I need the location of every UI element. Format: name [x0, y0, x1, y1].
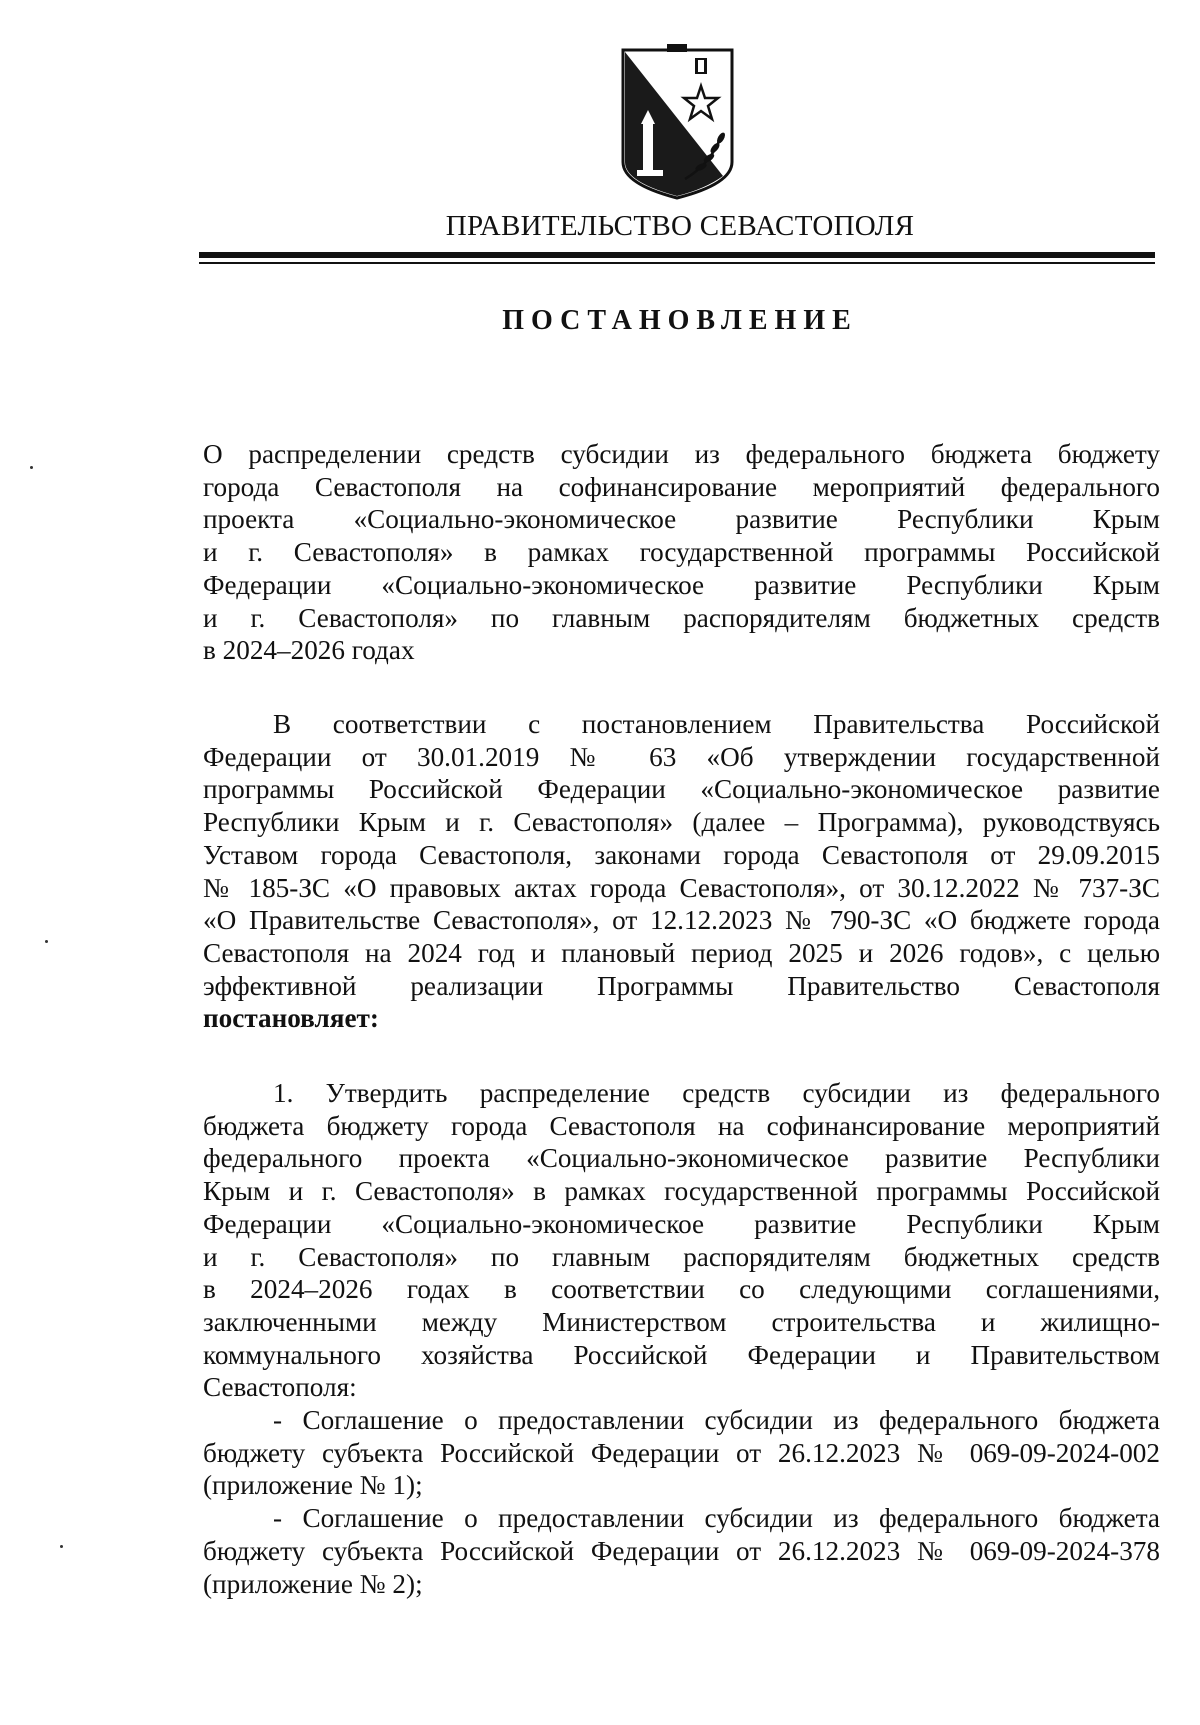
preamble-line: Уставом города Севастополя, законами города Севастополя от 29.09.2015	[203, 839, 1160, 870]
preamble-line: Республики Крым и г. Севастополя» (далее – Программа), руководствуясь	[203, 807, 1160, 838]
document-title	[203, 438, 1160, 667]
item-line: заключенными между Министерством строительства и жилищно-	[203, 1306, 1160, 1337]
item-line: федерального проекта «Социально-экономическое развитие Республики	[203, 1143, 1160, 1174]
title-line: и г. Севастополя» по главным распорядителям бюджетных средств	[203, 602, 1160, 633]
title-line: и г. Севастополя» в рамках государственной программы Российской	[203, 537, 1160, 568]
agreement-1-line: (приложение № 1);	[203, 1470, 423, 1501]
preamble-line: «О Правительстве Севастополя», от 12.12.2023 № 790-ЗС «О бюджете города	[203, 905, 1160, 936]
preamble-line: № 185-ЗС «О правовых актах города Севастополя», от 30.12.2022 № 737-ЗС	[203, 872, 1160, 903]
item-line: коммунального хозяйства Российской Федерации и Правительством	[203, 1339, 1160, 1370]
item-line: бюджета бюджету города Севастополя на софинансирование мероприятий	[203, 1110, 1160, 1141]
item-line: в 2024–2026 годах в соответствии со следующими соглашениями,	[203, 1274, 1160, 1305]
item-line: Федерации «Социально-экономическое развитие Республики Крым	[203, 1208, 1160, 1239]
coat-of-arms-emblem	[615, 44, 740, 202]
preamble-line: В соответствии с постановлением Правительства Российской	[273, 709, 1160, 739]
item-line: 1. Утвердить распределение средств субсидии из федерального	[273, 1078, 1160, 1108]
header-divider-thick	[199, 252, 1155, 258]
organization-name: ПРАВИТЕЛЬСТВО СЕВАСТОПОЛЯ	[445, 210, 915, 242]
agreement-2-line: бюджету субъекта Российской Федерации от 26.12.2023 № 069-09-2024-378	[203, 1535, 1160, 1566]
resolves-word: постановляет:	[203, 1003, 379, 1034]
title-line: проекта «Социально-экономическое развитие Республики Крым	[203, 504, 1160, 535]
document-type-heading: ПОСТАНОВЛЕНИЕ	[502, 305, 858, 336]
title-line: О распределении средств субсидии из федерального бюджета бюджету	[203, 439, 1160, 469]
preamble-line: Севастополя на 2024 год и плановый период 2025 и 2026 годов», с целью	[203, 937, 1160, 968]
scan-speck	[45, 940, 48, 943]
preamble-line: Федерации от 30.01.2019 № 63 «Об утверждении государственной	[203, 741, 1160, 772]
preamble-paragraph	[203, 708, 1160, 1035]
header-divider-thin	[199, 262, 1155, 264]
preamble-line: программы Российской Федерации «Социально-экономическое развитие	[203, 774, 1160, 805]
title-line: Федерации «Социально-экономическое развитие Республики Крым	[203, 569, 1160, 600]
scan-speck	[60, 1545, 63, 1548]
title-line: в 2024–2026 годах	[203, 635, 415, 666]
preamble-line: эффективной реализации Программы Правительство Севастополя	[203, 970, 1160, 1001]
agreement-1-line: бюджету субъекта Российской Федерации от 26.12.2023 № 069-09-2024-002	[203, 1437, 1160, 1468]
agreement-1-line: - Соглашение о предоставлении субсидии из федерального бюджета	[273, 1405, 1160, 1436]
agreement-2-line: - Соглашение о предоставлении субсидии из федерального бюджета	[273, 1503, 1160, 1534]
item-1-paragraph	[203, 1077, 1160, 1600]
item-line: Крым и г. Севастополя» в рамках государственной программы Российской	[203, 1176, 1160, 1207]
item-line: и г. Севастополя» по главным распорядителям бюджетных средств	[203, 1241, 1160, 1272]
agreement-2-line: (приложение № 2);	[203, 1568, 423, 1599]
title-line: города Севастополя на софинансирование мероприятий федерального	[203, 471, 1160, 502]
item-line: Севастополя:	[203, 1372, 357, 1403]
scan-speck	[30, 466, 33, 469]
